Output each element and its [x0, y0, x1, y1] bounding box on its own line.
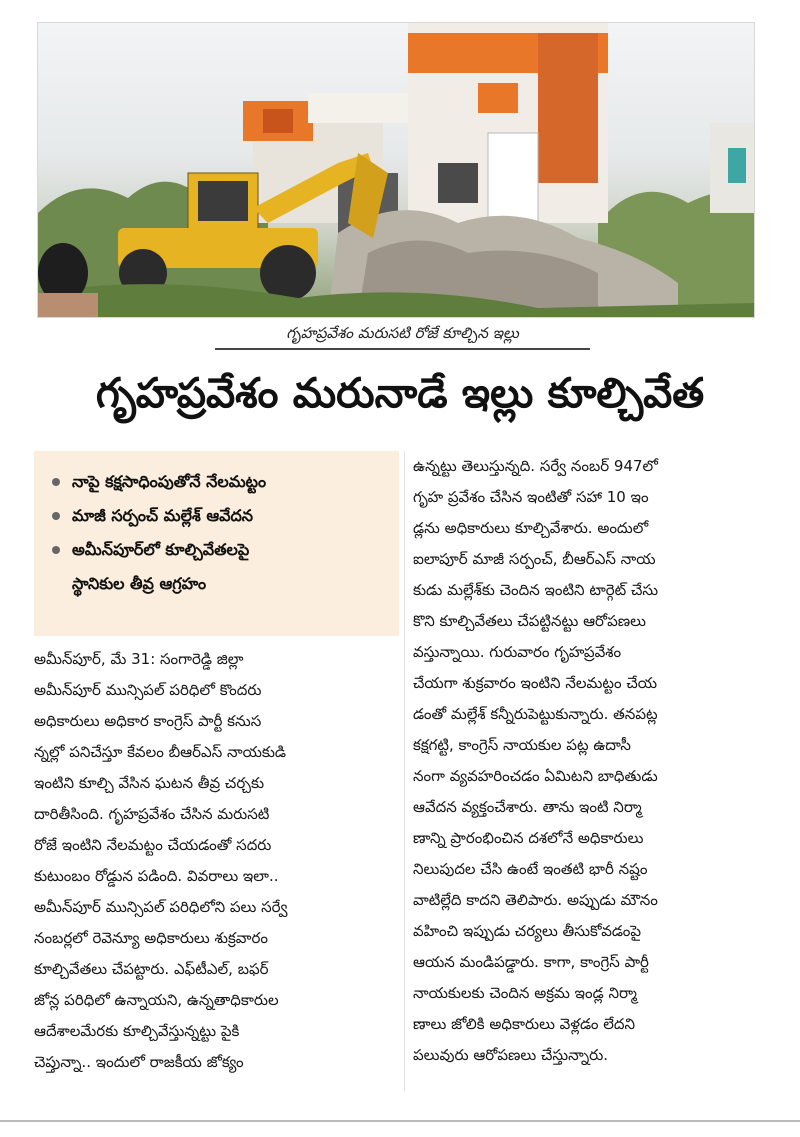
body-line: ఉన్నట్టు తెలుస్తున్నది. సర్వే నంబర్ 947లో — [413, 457, 658, 475]
body-line: అమీన్‌పూర్, మే 31: సంగారెడ్డి జిల్లా — [34, 650, 244, 668]
highlights-box — [34, 451, 399, 636]
body-line: డంతో మల్లేశ్ కన్నీరుపెట్టుకున్నారు. తనపట్ల — [413, 705, 658, 723]
demolition-photo-illustration — [38, 23, 754, 317]
body-line: అధికారులు అధికార కాంగ్రెస్ పార్టీ కనుస — [34, 712, 262, 730]
body-line: చెప్తున్నా.. ఇందులో రాజకీయ జోక్యం — [34, 1053, 244, 1071]
body-line: కుటుంబం రోడ్డున పడింది. వివరాలు ఇలా.. — [34, 867, 279, 885]
bullet-icon — [52, 546, 60, 554]
headline: గృహప్రవేశం మరునాడే ఇల్లు కూల్చివేత — [95, 369, 705, 417]
body-line: గృహ ప్రవేశం చేసిన ఇంటితో సహా 10 ఇం — [413, 488, 649, 506]
body-line: కొని కూల్చివేతలు చేపట్టినట్టు ఆరోపణలు — [413, 612, 646, 630]
bullet-icon — [52, 478, 60, 486]
body-line: ఇంటిని కూల్చి వేసిన ఘటన తీవ్ర చర్చకు — [34, 774, 265, 792]
body-line: వాటిల్లేది కాదని తెలిపారు. అప్పుడు మౌనం — [413, 891, 658, 909]
body-line: వహించి ఇప్పుడు చర్యలు తీసుకోవడంపై — [413, 922, 642, 940]
highlight-text-continuation: స్థానికుల తీవ్ర ఆగ్రహం — [72, 574, 207, 593]
body-line: నంబర్లలో రెవెన్యూ అధికారులు శుక్రవారం — [34, 929, 268, 947]
body-line: పలువురు ఆరోపణలు చేస్తున్నారు. — [413, 1046, 609, 1064]
body-line: ఆదేశాలమేరకు కూల్చివేస్తున్నట్టు పైకి — [34, 1022, 240, 1040]
body-line: ణాన్ని ప్రారంభించిన దశలోనే అధికారులు — [413, 829, 644, 847]
body-line: ఆవేదన వ్యక్తంచేశారు. తాను ఇంటి నిర్మా — [413, 798, 642, 816]
body-line: కూల్చివేతలు చేపట్టారు. ఎఫ్‌టీఎల్, బఫర్ — [34, 960, 269, 978]
highlight-item — [48, 465, 389, 499]
body-line: వస్తున్నాయి. గురువారం గృహప్రవేశం — [413, 643, 622, 661]
body-line: కక్షగట్టి, కాంగ్రెస్ నాయకుల పట్ల ఉదాసీ — [413, 736, 631, 754]
body-line: అమీన్‌పూర్ మున్సిపల్ పరిధిలో కొందరు — [34, 681, 262, 699]
highlight-text: అమీన్‌పూర్‌లో కూల్చివేతలపై — [72, 540, 250, 559]
body-line: ఆయన మండిపడ్డారు. కాగా, కాంగ్రెస్ పార్టీ — [413, 953, 649, 971]
news-photo — [37, 22, 755, 318]
highlight-text: మాజీ సర్పంచ్ మల్లేశ్ ఆవేదన — [72, 506, 253, 525]
body-line: రోజే ఇంటిని నేలమట్టం చేయడంతో సదరు — [34, 836, 272, 854]
body-line: కుడు మల్లేశ్‌కు చెందిన ఇంటిని టార్గెట్ చేసు — [413, 581, 659, 599]
body-line: చేయగా శుక్రవారం ఇంటిని నేలమట్టం చేయ — [413, 674, 658, 692]
article-body-left-column — [34, 644, 400, 1078]
photo-caption: గృహప్రవేశం మరుసటి రోజే కూల్చిన ఇల్లు — [215, 318, 590, 350]
article-body-right-column — [413, 451, 773, 1071]
body-line: జోన్ల పరిధిలో ఉన్నాయని, ఉన్నతాధికారుల — [34, 991, 279, 1009]
body-line: అమీన్‌పూర్ మున్సిపల్ పరిధిలోని పలు సర్వే — [34, 898, 288, 916]
body-line: ణాలు జోలికి అధికారులు వెళ్లడం లేదని — [413, 1015, 636, 1033]
highlight-item — [48, 533, 389, 601]
body-line: నంగా వ్యవహరించడం ఏమిటని బాధితుడు — [413, 767, 658, 785]
bullet-icon — [52, 512, 60, 520]
highlight-item — [48, 499, 389, 533]
body-line: దారితీసింది. గృహప్రవేశం చేసిన మరుసటి — [34, 805, 270, 823]
body-line: డ్లను అధికారులు కూల్చివేశారు. అందులో — [413, 519, 649, 537]
body-line: నాయకులకు చెందిన అక్రమ ఇండ్ల నిర్మా — [413, 984, 637, 1002]
bottom-rule — [0, 1120, 800, 1122]
body-line: నిలుపుదల చేసి ఉంటే ఇంతటి భారీ నష్టం — [413, 860, 648, 878]
column-divider — [404, 451, 405, 1091]
body-line: న్నల్లో పనిచేస్తూ కేవలం బీఆర్ఎస్ నాయకుడి — [34, 743, 286, 761]
highlight-text: నాపై కక్షసాధింపుతోనే నేలమట్టం — [72, 472, 267, 491]
body-line: ఐలాపూర్ మాజీ సర్పంచ్, బీఆర్ఎస్ నాయ — [413, 550, 656, 568]
